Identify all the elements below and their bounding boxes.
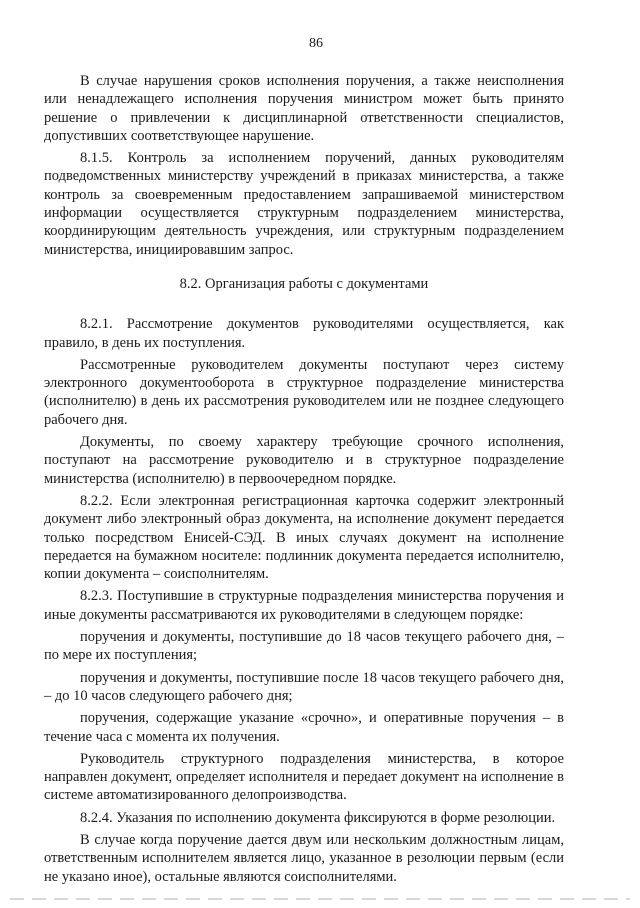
paragraph: Рассмотренные руководителем документы поступают через систему электронного документооборота в структурное подразделение министерства (исполнителю) в день их рассмотрения руководителем или не позднее следующего рабочего дня. [44,356,564,428]
scan-artifact-line [10,898,630,900]
list-item: поручения, содержащие указание «срочно», и оперативные поручения – в течение часа с момента их получения. [44,710,564,745]
document-body [44,72,564,886]
paragraph: 8.1.5. Контроль за исполнением поручений, данных руководителям подведомственных министерству учреждений в приказах министерства, а также контроль за своевременным предоставлением запрашиваемой министерством информации осуществляется структурным подразделением министерства, координирующим деятельность учреждения, или структурным подразделением министерства, инициировавшим запрос. [44,150,564,258]
paragraph: 8.2.1. Рассмотрение документов руководителями осуществляется, как правило, в день их поступления. [44,316,564,351]
paragraph: Руководитель структурного подразделения министерства, в которое направлен документ, определяет исполнителя и передает документ на исполнение в системе автоматизированного делопроизводства. [44,750,564,804]
list-item: поручения и документы, поступившие до 18 часов текущего рабочего дня, – по мере их поступления; [44,629,564,664]
paragraph: 8.2.3. Поступившие в структурные подразделения министерства поручения и иные документы рассматриваются их руководителями в следующем порядке: [44,588,564,623]
paragraph: 8.2.4. Указания по исполнению документа фиксируются в форме резолюции. [80,809,556,826]
list-item: поручения и документы, поступившие после 18 часов текущего рабочего дня, – до 10 часов следующего рабочего дня; [44,669,564,704]
paragraph: В случае когда поручение дается двум или нескольким должностным лицам, ответственным исполнителем является лицо, указанное в резолюции первым (если не указано иное), остальные являются соисполнителями. [44,831,564,885]
paragraph: 8.2.2. Если электронная регистрационная карточка содержит электронный документ либо электронный образ документа, на исполнение документ передается только посредством Енисей-СЭД. В иных случаях документ на исполнение передается на бумажном носителе: подлинник документа передается исполнителю, копии документа – соисполнителям. [44,492,564,583]
paragraph: В случае нарушения сроков исполнения поручения, а также неисполнения или ненадлежащего исполнения поручения министром может быть принято решение о привлечении к дисциплинарной ответственности специалистов, допустивших соответствующее нарушение. [44,73,564,144]
section-heading: 8.2. Организация работы с документами [179,275,429,292]
page-number: 86 [309,36,323,51]
paragraph: Документы, по своему характеру требующие срочного исполнения, поступают на рассмотрение руководителю и в структурное подразделение министерства (исполнителю) в первоочередном порядке. [44,434,564,487]
